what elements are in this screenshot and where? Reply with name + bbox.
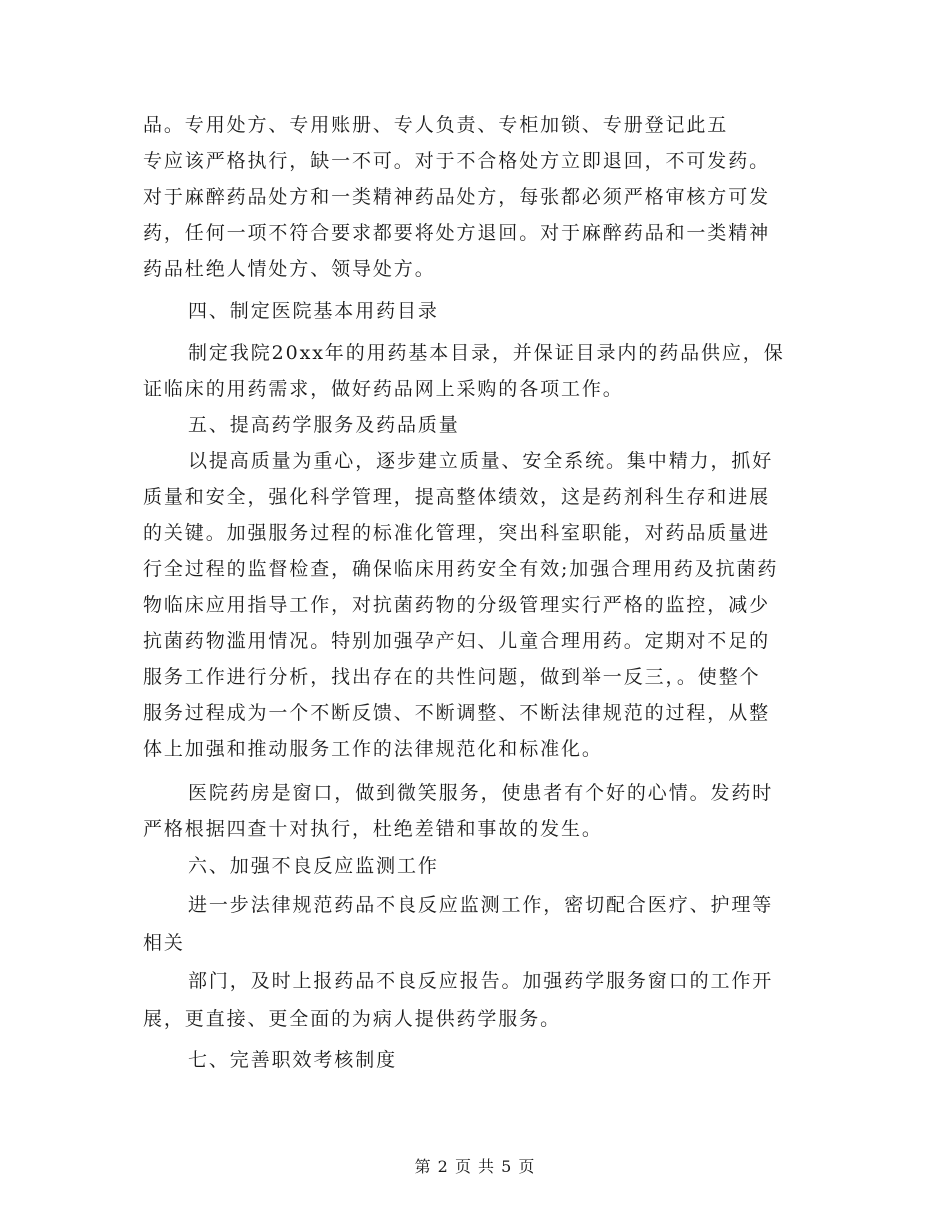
- section-heading: 七、完善职效考核制度: [188, 1049, 398, 1071]
- text-line: 药品杜绝人情处方、领导处方。: [143, 258, 436, 280]
- text-line: 对于麻醉药品处方和一类精神药品处方，每张都必须严格审核方可发: [143, 186, 771, 208]
- text-line: 相关: [143, 932, 185, 954]
- text-line: 严格根据四查十对执行，杜绝差错和事故的发生。: [143, 818, 603, 840]
- section-heading: 六、加强不良反应监测工作: [188, 855, 439, 877]
- text-line: 服务过程成为一个不断反馈、不断调整、不断法律规范的过程，从整: [143, 702, 771, 724]
- section-heading: 四、制定医院基本用药目录: [188, 300, 439, 322]
- text-line: 抗菌药物滥用情况。特别加强孕产妇、儿童合理用药。定期对不足的: [143, 630, 771, 652]
- text-line: 质量和安全，强化科学管理，提高整体绩效，这是药剂科生存和进展: [143, 486, 771, 508]
- page-number: 第 2 页 共 5 页: [414, 1157, 536, 1176]
- text-line: 物临床应用指导工作，对抗菌药物的分级管理实行严格的监控，减少: [143, 594, 771, 616]
- text-line: 医院药房是窗口，做到微笑服务，使患者有个好的心情。发药时: [188, 782, 774, 804]
- text-line: 的关键。加强服务过程的标准化管理，突出科室职能，对药品质量进: [143, 522, 771, 544]
- text-line: 进一步法律规范药品不良反应监测工作，密切配合医疗、护理等: [188, 894, 774, 916]
- text-line: 行全过程的监督检查，确保临床用药安全有效;加强合理用药及抗菌药: [143, 558, 779, 580]
- text-line: 服务工作进行分析，找出存在的共性问题，做到举一反三，。使整个: [143, 666, 761, 688]
- text-line: 证临床的用药需求，做好药品网上采购的各项工作。: [143, 378, 624, 400]
- text-line: 专应该严格执行，缺一不可。对于不合格处方立即退回，不可发药。: [143, 150, 771, 172]
- text-line: 制定我院20xx年的用药基本目录，并保证目录内的药品供应，保: [188, 342, 785, 364]
- text-line: 以提高质量为重心，逐步建立质量、安全系统。集中精力，抓好: [188, 450, 774, 472]
- text-line: 展，更直接、更全面的为病人提供药学服务。: [143, 1008, 562, 1030]
- section-heading: 五、提高药学服务及药品质量: [188, 414, 460, 436]
- text-line: 品。专用处方、专用账册、专人负责、专柜加锁、专册登记此五: [143, 114, 729, 136]
- text-line: 药，任何一项不符合要求都要将处方退回。对于麻醉药品和一类精神: [143, 222, 771, 244]
- text-line: 部门，及时上报药品不良反应报告。加强药学服务窗口的工作开: [188, 970, 774, 992]
- text-line: 体上加强和推动服务工作的法律规范化和标准化。: [143, 738, 603, 760]
